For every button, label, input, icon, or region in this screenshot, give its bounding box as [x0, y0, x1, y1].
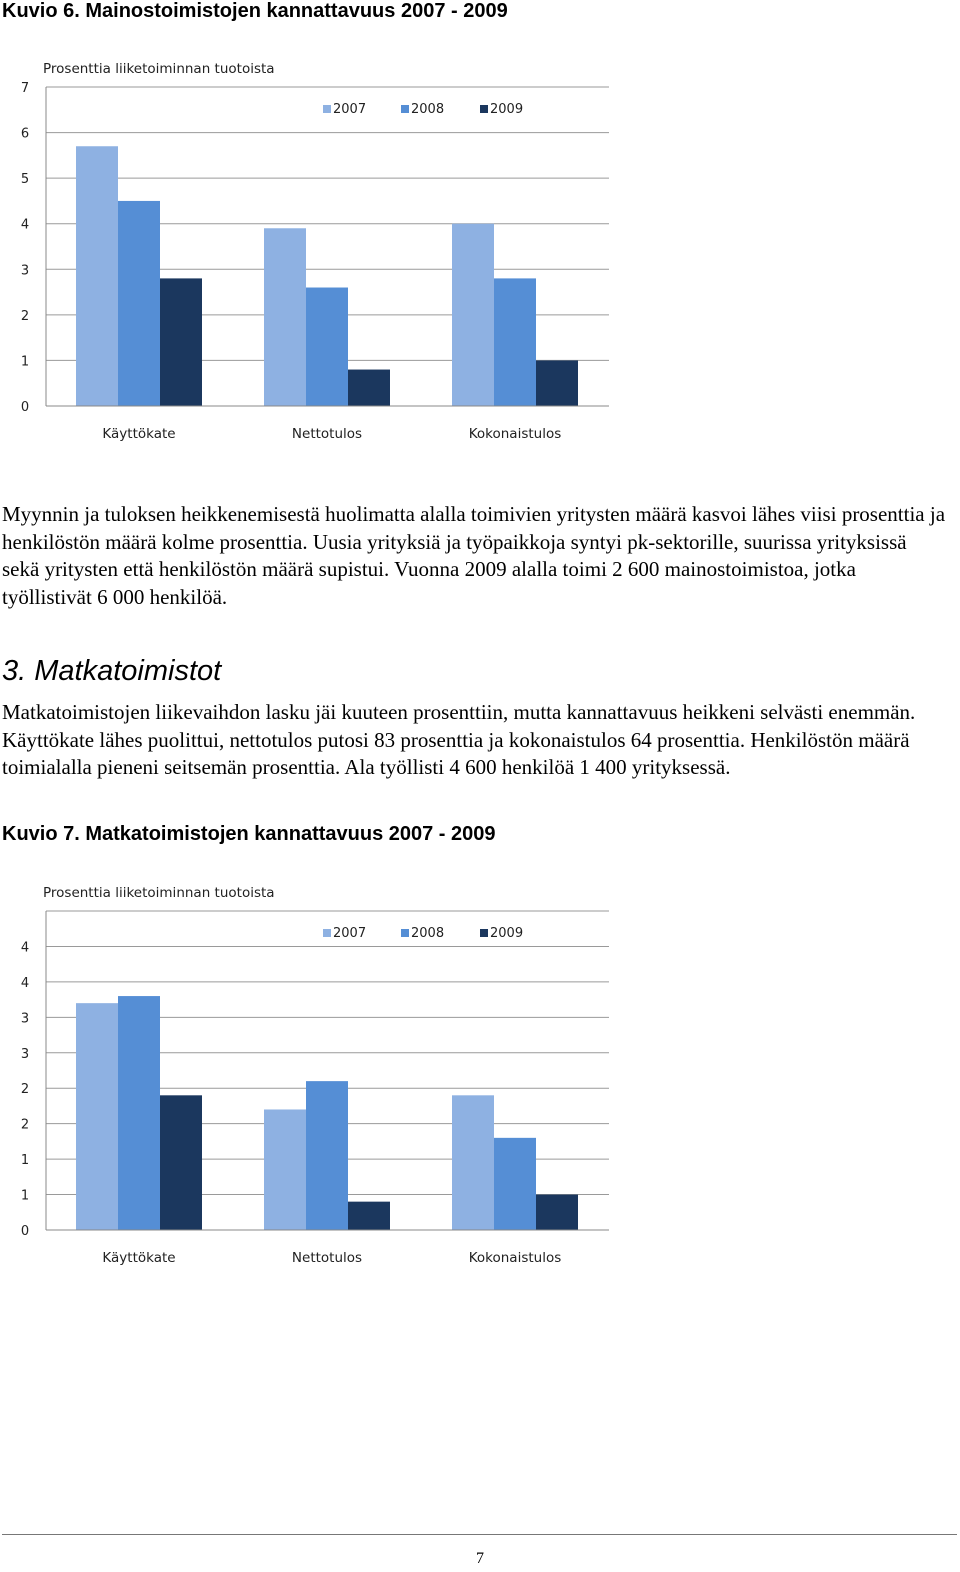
x-category-label: Käyttökate: [102, 426, 176, 442]
bar-2008-Kokonaistulos: [494, 1138, 536, 1230]
x-category-label: Kokonaistulos: [468, 426, 562, 442]
y-tick-label: 0: [20, 1224, 30, 1239]
x-category-label: Käyttökate: [102, 1250, 176, 1266]
y-tick-label: 4: [20, 975, 30, 991]
figure6-caption: Kuvio 6. Mainostoimistojen kannattavuus 2007 - 2009: [2, 0, 508, 22]
y-tick-label: 3: [20, 1046, 30, 1062]
y-tick-label: 0: [20, 400, 30, 415]
bar-2007-Kokonaistulos: [452, 1095, 494, 1230]
figure6-chart: [0, 40, 640, 460]
legend-swatch-2009: [480, 929, 488, 937]
y-tick-label: 1: [20, 354, 30, 370]
bar-2008-Nettotulos: [306, 288, 348, 406]
y-tick-label: 6: [20, 126, 30, 142]
bar-2007-Käyttökate: [76, 146, 118, 406]
legend-label: 2007: [333, 102, 367, 117]
bar-2007-Kokonaistulos: [452, 224, 494, 406]
bar-2007-Nettotulos: [264, 1109, 306, 1230]
y-tick-label: 3: [20, 263, 30, 279]
legend-label: 2009: [490, 926, 524, 941]
bar-2008-Käyttökate: [118, 201, 160, 406]
y-tick-label: 4: [20, 940, 30, 956]
bar-2007-Nettotulos: [264, 228, 306, 406]
y-tick-label: 7: [20, 81, 30, 96]
x-category-label: Nettotulos: [291, 426, 363, 442]
legend-swatch-2008: [401, 929, 409, 937]
legend-label: 2008: [411, 102, 445, 117]
section-heading: 3. Matkatoimistot: [2, 655, 222, 687]
y-tick-label: 2: [20, 308, 30, 324]
x-category-label: Nettotulos: [291, 1250, 363, 1266]
legend-label: 2008: [411, 926, 445, 941]
bar-2008-Kokonaistulos: [494, 278, 536, 406]
figure7-chart: [0, 864, 640, 1284]
bar-2008-Käyttökate: [118, 996, 160, 1230]
legend-label: 2009: [490, 102, 524, 117]
legend-swatch-2009: [480, 105, 488, 113]
bar-2009-Kokonaistulos: [536, 360, 578, 406]
legend-swatch-2007: [323, 929, 331, 937]
legend-label: 2007: [333, 926, 367, 941]
bar-2009-Nettotulos: [348, 370, 390, 406]
bar-2009-Käyttökate: [160, 1095, 202, 1230]
bar-2009-Käyttökate: [160, 278, 202, 406]
page-number: 7: [476, 1550, 484, 1567]
y-tick-label: 4: [20, 217, 30, 233]
legend-swatch-2007: [323, 105, 331, 113]
bar-2009-Kokonaistulos: [536, 1195, 578, 1230]
intro-paragraph: Myynnin ja tuloksen heikkenemisestä huolimatta alalla toimivien yritysten määrä kasvoi lähes viisi prosenttia ja henkilöstön määrä kolme prosenttia. Uusia yrityksiä ja työpaikkoja syntyi pk-sektorille, suurissa yrityksissä sekä yritysten että henkilöstön määrä supistui. Vuonna 2009 alalla toimi 2 600 mainostoimistoa, jotka työllistivät 6 000 henkilöä.: [2, 502, 946, 609]
y-tick-label: 5: [20, 172, 30, 188]
y-tick-label: 3: [20, 1011, 30, 1027]
bar-2009-Nettotulos: [348, 1202, 390, 1230]
y-tick-label: 1: [20, 1153, 30, 1169]
x-category-label: Kokonaistulos: [468, 1250, 562, 1266]
chart-title: Prosenttia liiketoiminnan tuotoista: [43, 885, 275, 901]
y-tick-label: 2: [20, 1082, 30, 1098]
footer-divider: [2, 1534, 957, 1535]
bar-2008-Nettotulos: [306, 1081, 348, 1230]
y-tick-label: 2: [20, 1117, 30, 1133]
figure7-caption: Kuvio 7. Matkatoimistojen kannattavuus 2007 - 2009: [2, 823, 496, 845]
section-paragraph: Matkatoimistojen liikevaihdon lasku jäi kuuteen prosenttiin, mutta kannattavuus heikkeni selvästi enemmän. Käyttökate lähes puolittui, nettotulos putosi 83 prosenttia ja kokonaistulos 64 prosenttia. Henkilöstön määrä toimialalla pieneni seitsemän prosenttia. Ala työllisti 4 600 henkilöä 1 400 yrityksessä.: [2, 700, 916, 779]
chart-title: Prosenttia liiketoiminnan tuotoista: [43, 61, 275, 77]
legend-swatch-2008: [401, 105, 409, 113]
y-tick-label: 1: [20, 1188, 30, 1204]
bar-2007-Käyttökate: [76, 1003, 118, 1230]
